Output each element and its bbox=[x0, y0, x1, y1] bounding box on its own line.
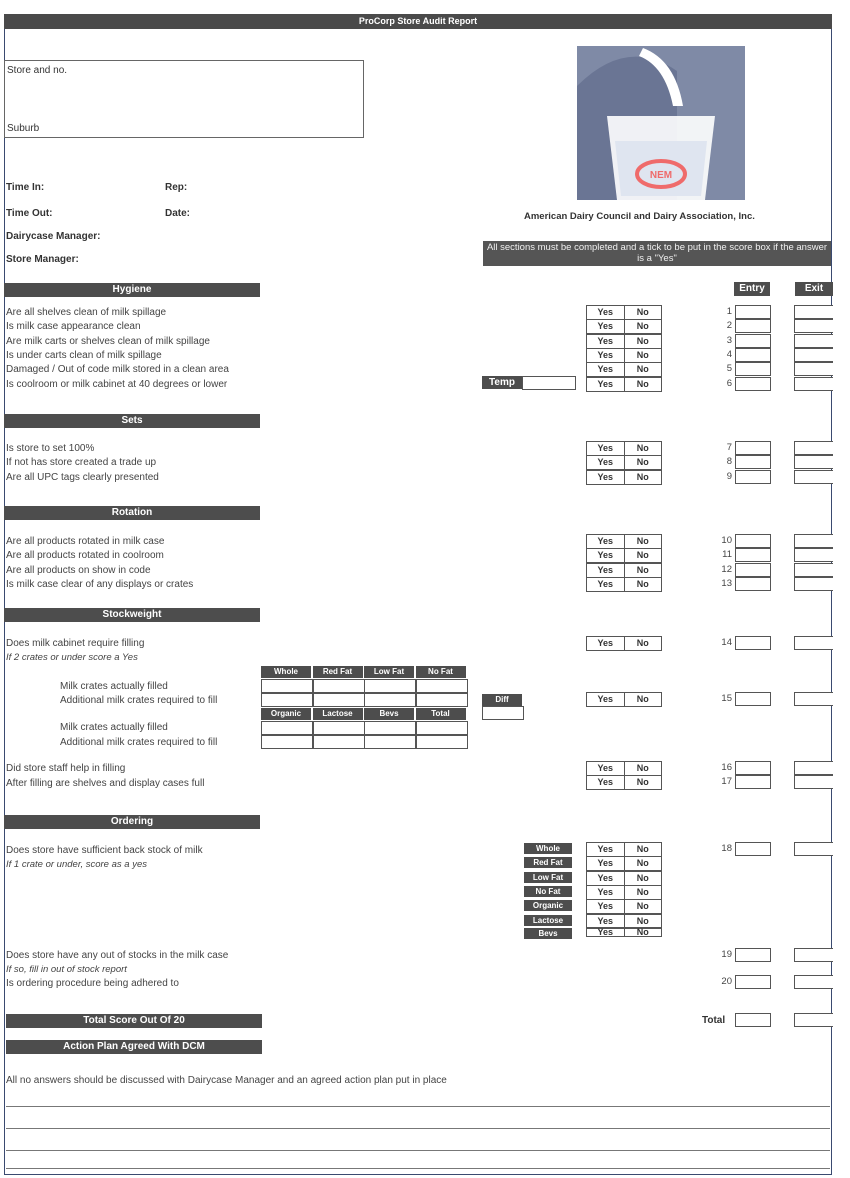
yes-option[interactable]: Yes bbox=[587, 456, 625, 469]
yes-option[interactable]: Yes bbox=[587, 535, 625, 548]
exit-score-box[interactable] bbox=[794, 348, 833, 362]
q19-entry-box[interactable] bbox=[735, 948, 771, 962]
yes-no-selector[interactable] bbox=[586, 348, 662, 363]
yes-no-selector[interactable] bbox=[586, 470, 662, 485]
exit-score-box[interactable] bbox=[794, 319, 833, 333]
product-label: Whole bbox=[524, 843, 572, 854]
grid-input-cell[interactable] bbox=[364, 735, 416, 749]
no-option[interactable]: No bbox=[636, 471, 649, 482]
entry-score-box[interactable] bbox=[735, 441, 771, 455]
yes-option[interactable]: Yes bbox=[587, 335, 625, 348]
entry-score-box[interactable] bbox=[735, 319, 771, 333]
yes-option[interactable]: Yes bbox=[587, 349, 625, 362]
yes-option[interactable]: Yes bbox=[587, 363, 625, 376]
no-option[interactable]: No bbox=[636, 457, 649, 468]
entry-score-box[interactable] bbox=[735, 563, 771, 577]
no-option[interactable]: No bbox=[636, 872, 649, 883]
no-option[interactable]: No bbox=[636, 578, 649, 589]
q18-text: Does store have sufficient back stock of milk bbox=[6, 845, 203, 856]
grid-input-cell[interactable] bbox=[313, 735, 365, 749]
yes-option[interactable]: Yes bbox=[587, 900, 625, 913]
grid-input-cell[interactable] bbox=[313, 721, 365, 735]
question-number: 6 bbox=[726, 377, 732, 389]
question-number: 12 bbox=[721, 563, 732, 575]
yes-option[interactable]: Yes bbox=[587, 442, 625, 455]
q16-number: 16 bbox=[721, 762, 732, 773]
grid-input-cell[interactable] bbox=[313, 679, 365, 693]
yes-no-selector[interactable] bbox=[586, 455, 662, 470]
store-manager-label: Store Manager: bbox=[6, 254, 79, 265]
question-number: 2 bbox=[726, 320, 732, 332]
q16-yes-no[interactable] bbox=[586, 761, 662, 776]
product-yes-no[interactable] bbox=[586, 842, 662, 857]
grid-input-cell[interactable] bbox=[313, 693, 365, 707]
no-option[interactable]: No bbox=[636, 927, 649, 937]
yes-option[interactable]: Yes bbox=[587, 378, 625, 391]
grid2-row-label-1: Milk crates actually filled bbox=[60, 722, 168, 733]
yes-option[interactable]: Yes bbox=[587, 693, 625, 706]
yes-option[interactable]: Yes bbox=[587, 578, 625, 591]
no-option[interactable]: No bbox=[636, 777, 649, 787]
yes-no-selector[interactable] bbox=[586, 362, 662, 377]
total-label: Total bbox=[702, 1015, 726, 1026]
yes-option[interactable]: Yes bbox=[587, 776, 625, 789]
yes-option[interactable]: Yes bbox=[587, 320, 625, 333]
no-option[interactable]: No bbox=[636, 844, 649, 854]
q16-exit-box[interactable] bbox=[794, 761, 833, 775]
product-yes-no[interactable] bbox=[586, 885, 662, 900]
instruction-note: All sections must be completed and a tick to be put in the score box if the answer is a "Yes" bbox=[483, 241, 831, 266]
entry-score-box[interactable] bbox=[735, 305, 771, 319]
diff-input[interactable] bbox=[482, 706, 524, 720]
q20-number: 20 bbox=[721, 976, 732, 987]
yes-option[interactable]: Yes bbox=[587, 306, 625, 319]
q18-entry-box[interactable] bbox=[735, 842, 771, 856]
no-option[interactable]: No bbox=[636, 321, 649, 332]
question-text: Is milk case appearance clean bbox=[6, 321, 141, 333]
product-label: No Fat bbox=[524, 886, 572, 897]
question-text: Are all products rotated in milk case bbox=[6, 536, 165, 547]
grid2-row-label-2: Additional milk crates required to fill bbox=[60, 737, 218, 748]
q17-text: After filling are shelves and display cases full bbox=[6, 778, 205, 789]
action-line-2[interactable] bbox=[6, 1128, 830, 1129]
product-label: Bevs bbox=[524, 928, 572, 939]
grid-input-cell[interactable] bbox=[261, 693, 313, 707]
question-number: 4 bbox=[726, 348, 732, 360]
q19-number: 19 bbox=[721, 949, 732, 960]
ordering-band: Ordering bbox=[4, 815, 260, 829]
no-option[interactable]: No bbox=[636, 694, 649, 704]
product-label: Organic bbox=[524, 900, 572, 911]
time-out-label: Time Out: bbox=[6, 208, 53, 219]
yes-option[interactable]: Yes bbox=[587, 857, 625, 870]
q15-exit-box[interactable] bbox=[794, 692, 833, 706]
grid-header: Lactose bbox=[313, 708, 363, 720]
exit-score-box[interactable] bbox=[794, 548, 833, 562]
grid1-row-label-2: Additional milk crates required to fill bbox=[60, 695, 218, 706]
question-text: If not has store created a trade up bbox=[6, 457, 157, 469]
no-option[interactable]: No bbox=[636, 536, 649, 546]
question-text: Damaged / Out of code milk stored in a clean area bbox=[6, 364, 229, 376]
yes-option[interactable]: Yes bbox=[587, 471, 625, 484]
question-number: 10 bbox=[721, 535, 732, 546]
yes-option[interactable]: Yes bbox=[587, 549, 625, 562]
question-number: 13 bbox=[721, 577, 732, 589]
exit-header: Exit bbox=[795, 282, 833, 296]
yes-no-selector[interactable] bbox=[586, 548, 662, 563]
q15-entry-box[interactable] bbox=[735, 692, 771, 706]
exit-score-box[interactable] bbox=[794, 577, 833, 591]
footer-note: All no answers should be discussed with Dairycase Manager and an agreed action plan put in place bbox=[6, 1075, 447, 1086]
dairy-logo bbox=[577, 46, 745, 200]
q19-text: Does store have any out of stocks in the milk case bbox=[6, 950, 229, 961]
no-option[interactable]: No bbox=[636, 307, 649, 317]
yes-no-selector[interactable] bbox=[586, 305, 662, 320]
entry-score-box[interactable] bbox=[735, 534, 771, 548]
no-option[interactable]: No bbox=[636, 638, 649, 648]
grid-header: Organic bbox=[261, 708, 311, 720]
yes-option[interactable]: Yes bbox=[587, 928, 625, 936]
no-option[interactable]: No bbox=[636, 378, 649, 389]
time-in-label: Time In: bbox=[6, 182, 45, 193]
exit-score-box[interactable] bbox=[794, 470, 833, 484]
report-title: ProCorp Store Audit Report bbox=[4, 14, 832, 29]
store-info-box[interactable] bbox=[4, 60, 364, 138]
grid-input-cell[interactable] bbox=[364, 721, 416, 735]
total-entry-box[interactable] bbox=[735, 1013, 771, 1027]
grid-header: Red Fat bbox=[313, 666, 363, 678]
yes-no-selector[interactable] bbox=[586, 319, 662, 334]
question-number: 9 bbox=[726, 470, 732, 482]
q16-entry-box[interactable] bbox=[735, 761, 771, 775]
no-option[interactable]: No bbox=[636, 763, 649, 773]
entry-score-box[interactable] bbox=[735, 577, 771, 591]
q20-entry-box[interactable] bbox=[735, 975, 771, 989]
q14-exit-box[interactable] bbox=[794, 636, 833, 650]
q14-entry-box[interactable] bbox=[735, 636, 771, 650]
exit-score-box[interactable] bbox=[794, 377, 833, 391]
q20-exit-box[interactable] bbox=[794, 975, 833, 989]
no-option[interactable]: No bbox=[636, 443, 649, 453]
yes-option[interactable]: Yes bbox=[587, 843, 625, 856]
no-option[interactable]: No bbox=[636, 349, 649, 360]
q20-text: Is ordering procedure being adhered to bbox=[6, 978, 179, 989]
hygiene-band: Hygiene bbox=[4, 283, 260, 297]
q14-note: If 2 crates or under score a Yes bbox=[6, 652, 138, 663]
question-number: 7 bbox=[726, 442, 732, 453]
q18-number: 18 bbox=[721, 843, 732, 854]
yes-option[interactable]: Yes bbox=[587, 762, 625, 775]
grid-header: No Fat bbox=[416, 666, 466, 678]
question-text: Are all products rotated in coolroom bbox=[6, 550, 164, 562]
exit-score-box[interactable] bbox=[794, 441, 833, 455]
question-text: Are all UPC tags clearly presented bbox=[6, 471, 159, 483]
entry-score-box[interactable] bbox=[735, 362, 771, 376]
question-number: 3 bbox=[726, 334, 732, 346]
q14-text: Does milk cabinet require filling bbox=[6, 638, 145, 649]
product-yes-no[interactable] bbox=[586, 871, 662, 886]
yes-no-selector[interactable] bbox=[586, 563, 662, 578]
q18-note: If 1 crate or under, score as a yes bbox=[6, 859, 147, 870]
grid-input-cell[interactable] bbox=[261, 735, 313, 749]
yes-option[interactable]: Yes bbox=[587, 637, 625, 650]
q16-text: Did store staff help in filling bbox=[6, 763, 126, 774]
date-label: Date: bbox=[165, 208, 191, 219]
product-label: Low Fat bbox=[524, 872, 572, 883]
no-option[interactable]: No bbox=[636, 550, 649, 561]
yes-no-selector[interactable] bbox=[586, 534, 662, 549]
suburb-label: Suburb bbox=[7, 123, 40, 134]
logo-emblem-text: NEM bbox=[649, 170, 673, 181]
grid-input-cell[interactable] bbox=[416, 735, 468, 749]
exit-score-box[interactable] bbox=[794, 455, 833, 469]
yes-option[interactable]: Yes bbox=[587, 872, 625, 885]
temp-label: Temp bbox=[482, 376, 522, 389]
entry-header: Entry bbox=[734, 282, 770, 296]
grid-input-cell[interactable] bbox=[416, 693, 468, 707]
question-text: Is store to set 100% bbox=[6, 443, 95, 454]
diff-label: Diff bbox=[482, 694, 522, 706]
question-number: 1 bbox=[726, 306, 732, 317]
q18-exit-box[interactable] bbox=[794, 842, 833, 856]
entry-score-box[interactable] bbox=[735, 348, 771, 362]
question-text: Are all products on show in code bbox=[6, 564, 151, 576]
exit-score-box[interactable] bbox=[794, 534, 833, 548]
yes-no-selector[interactable] bbox=[586, 577, 662, 592]
q15-yes-no[interactable] bbox=[586, 692, 662, 707]
grid-input-cell[interactable] bbox=[261, 679, 313, 693]
no-option[interactable]: No bbox=[636, 335, 649, 346]
no-option[interactable]: No bbox=[636, 364, 649, 375]
temp-input[interactable] bbox=[522, 376, 576, 390]
q15-number: 15 bbox=[721, 693, 732, 704]
question-text: Is under carts clean of milk spillage bbox=[6, 349, 162, 361]
q17-exit-box[interactable] bbox=[794, 775, 833, 789]
q17-entry-box[interactable] bbox=[735, 775, 771, 789]
action-line-1[interactable] bbox=[6, 1106, 830, 1107]
grid-input-cell[interactable] bbox=[416, 721, 468, 735]
grid-header: Total bbox=[416, 708, 466, 720]
no-option[interactable]: No bbox=[636, 915, 649, 926]
product-label: Lactose bbox=[524, 915, 572, 926]
question-text: Is coolroom or milk cabinet at 40 degrees or lower bbox=[6, 378, 228, 390]
entry-score-box[interactable] bbox=[735, 455, 771, 469]
yes-option[interactable]: Yes bbox=[587, 564, 625, 577]
entry-score-box[interactable] bbox=[735, 470, 771, 484]
exit-score-box[interactable] bbox=[794, 334, 833, 348]
question-number: 8 bbox=[726, 456, 732, 468]
yes-option[interactable]: Yes bbox=[587, 915, 625, 928]
grid1-row-label-1: Milk crates actually filled bbox=[60, 681, 168, 692]
exit-score-box[interactable] bbox=[794, 563, 833, 577]
q17-yes-no[interactable] bbox=[586, 775, 662, 790]
product-yes-no[interactable] bbox=[586, 899, 662, 914]
yes-no-selector[interactable] bbox=[586, 377, 662, 392]
entry-score-box[interactable] bbox=[735, 334, 771, 348]
q19-exit-box[interactable] bbox=[794, 948, 833, 962]
action-line-3[interactable] bbox=[6, 1150, 830, 1151]
q14-number: 14 bbox=[721, 637, 732, 648]
entry-score-box[interactable] bbox=[735, 377, 771, 391]
total-exit-box[interactable] bbox=[794, 1013, 833, 1027]
q19-note: If so, fill in out of stock report bbox=[6, 964, 127, 975]
grid-input-cell[interactable] bbox=[261, 721, 313, 735]
rep-label: Rep: bbox=[165, 182, 188, 193]
action-plan-band: Action Plan Agreed With DCM bbox=[6, 1040, 262, 1054]
yes-no-selector[interactable] bbox=[586, 334, 662, 349]
action-line-4[interactable] bbox=[6, 1168, 830, 1169]
exit-score-box[interactable] bbox=[794, 362, 833, 376]
sets-band: Sets bbox=[4, 414, 260, 428]
no-option[interactable]: No bbox=[636, 564, 649, 575]
question-text: Are milk carts or shelves clean of milk spillage bbox=[6, 335, 210, 347]
no-option[interactable]: No bbox=[636, 901, 649, 912]
store-label: Store and no. bbox=[7, 65, 68, 76]
question-number: 11 bbox=[722, 549, 732, 561]
dairycase-manager-label: Dairycase Manager: bbox=[6, 231, 101, 242]
grid-input-cell[interactable] bbox=[416, 679, 468, 693]
entry-score-box[interactable] bbox=[735, 548, 771, 562]
grid-input-cell[interactable] bbox=[364, 679, 416, 693]
exit-score-box[interactable] bbox=[794, 305, 833, 319]
question-text: Is milk case clear of any displays or crates bbox=[6, 578, 194, 590]
product-label: Red Fat bbox=[524, 857, 572, 868]
no-option[interactable]: No bbox=[636, 858, 649, 869]
question-text: Are all shelves clean of milk spillage bbox=[6, 307, 167, 318]
grid-header: Whole bbox=[261, 666, 311, 678]
rotation-band: Rotation bbox=[4, 506, 260, 520]
product-yes-no[interactable] bbox=[586, 927, 662, 937]
total-score-band: Total Score Out Of 20 bbox=[6, 1014, 262, 1028]
yes-option[interactable]: Yes bbox=[587, 886, 625, 899]
question-number: 5 bbox=[726, 363, 732, 375]
grid-input-cell[interactable] bbox=[364, 693, 416, 707]
no-option[interactable]: No bbox=[636, 886, 649, 897]
stockweight-band: Stockweight bbox=[4, 608, 260, 622]
q17-number: 17 bbox=[721, 776, 732, 787]
q14-yes-no[interactable] bbox=[586, 636, 662, 651]
product-yes-no[interactable] bbox=[586, 856, 662, 871]
yes-no-selector[interactable] bbox=[586, 441, 662, 456]
grid-header: Low Fat bbox=[364, 666, 414, 678]
logo-caption: American Dairy Council and Dairy Association, Inc. bbox=[524, 211, 755, 222]
grid-header: Bevs bbox=[364, 708, 414, 720]
